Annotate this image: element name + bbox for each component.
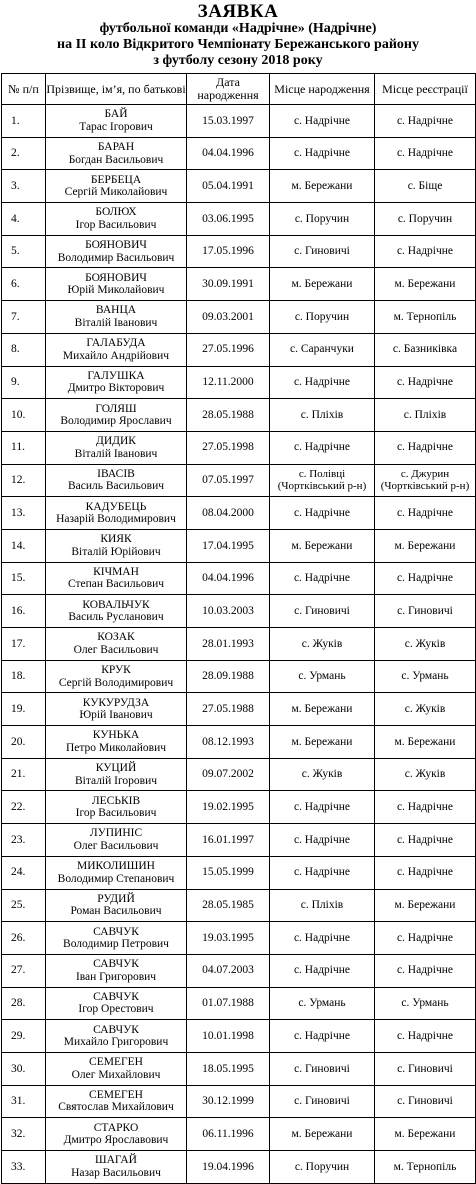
player-surname: ГАЛУШКА xyxy=(87,369,145,382)
registration-place: с. Надрічне xyxy=(375,791,476,824)
player-name xyxy=(46,170,187,203)
row-number: 15. xyxy=(2,562,46,595)
table-row xyxy=(2,791,476,824)
birthplace: с. Урмань xyxy=(270,987,375,1020)
birthplace: м. Бережани xyxy=(270,170,375,203)
row-number: 12. xyxy=(2,464,46,497)
birthplace: с. Поручин xyxy=(270,1151,375,1184)
player-surname: ГАЛАБУДА xyxy=(86,337,146,350)
player-name xyxy=(46,203,187,236)
player-surname: ШАГАЙ xyxy=(95,1154,137,1167)
player-surname: САВЧУК xyxy=(93,990,139,1003)
player-given-names: Роман Васильович xyxy=(70,905,162,918)
birth-date: 08.04.2000 xyxy=(187,497,270,530)
table-row xyxy=(2,1085,476,1118)
birthplace: м. Бережани xyxy=(270,726,375,759)
player-surname: КУЦИЙ xyxy=(95,762,137,775)
row-number: 29. xyxy=(2,1020,46,1053)
table-row xyxy=(2,628,476,661)
registration-place: с. Жуків xyxy=(375,758,476,791)
player-surname: БОЯНОВИЧ xyxy=(85,271,147,284)
table-row xyxy=(2,660,476,693)
registration-place: с. Надрічне xyxy=(375,1020,476,1053)
player-name xyxy=(46,529,187,562)
registration-place: м. Тернопіль xyxy=(375,301,476,334)
registration-place: м. Тернопіль xyxy=(375,1151,476,1184)
birthplace: с. Гиновичі xyxy=(270,1085,375,1118)
player-surname: КУКУРУДЗА xyxy=(82,696,150,709)
player-name xyxy=(46,758,187,791)
birth-date: 30.09.1991 xyxy=(187,268,270,301)
player-given-names: Василь Васильович xyxy=(67,480,165,493)
birth-date: 04.07.2003 xyxy=(187,954,270,987)
registration-place: с. Надрічне xyxy=(375,431,476,464)
birthplace: с. Гиновичі xyxy=(270,1052,375,1085)
player-given-names: Назарій Володимирович xyxy=(56,513,176,526)
table-row xyxy=(2,105,476,138)
row-number: 32. xyxy=(2,1118,46,1151)
table-body xyxy=(2,105,476,1184)
row-number: 16. xyxy=(2,595,46,628)
registration-place: с. Надрічне xyxy=(375,137,476,170)
player-name xyxy=(46,595,187,628)
row-number: 8. xyxy=(2,333,46,366)
registration-place: с. Надрічне xyxy=(375,954,476,987)
birthplace: с. Надрічне xyxy=(270,497,375,530)
player-surname: КОВАЛЬЧУК xyxy=(82,598,150,611)
birthplace: с. Поручин xyxy=(270,203,375,236)
registration-place: с. Надрічне xyxy=(375,497,476,530)
player-name xyxy=(46,987,187,1020)
player-given-names: Степан Васильович xyxy=(67,578,165,591)
player-given-names: Петро Миколайович xyxy=(65,741,167,754)
player-given-names: Юрій Миколайович xyxy=(67,284,165,297)
registration-place: с. Джурин (Чортківський р-н) xyxy=(375,464,476,497)
table-row xyxy=(2,431,476,464)
player-given-names: Володимир Петрович xyxy=(63,938,169,951)
registration-place: с. Жуків xyxy=(375,628,476,661)
birth-date: 28.01.1993 xyxy=(187,628,270,661)
player-name xyxy=(46,137,187,170)
birth-date: 28.05.1988 xyxy=(187,399,270,432)
row-number: 11. xyxy=(2,431,46,464)
player-given-names: Михайло Андрійович xyxy=(62,349,170,362)
player-given-names: Олег Васильович xyxy=(73,839,159,852)
table-row xyxy=(2,726,476,759)
table-row xyxy=(2,987,476,1020)
birth-date: 28.05.1985 xyxy=(187,889,270,922)
birth-date: 15.03.1997 xyxy=(187,105,270,138)
table-row xyxy=(2,399,476,432)
row-number: 13. xyxy=(2,497,46,530)
player-surname: КРУК xyxy=(101,664,131,677)
birthplace: с. Надрічне xyxy=(270,431,375,464)
player-name xyxy=(46,562,187,595)
registration-place: с. Надрічне xyxy=(375,105,476,138)
row-number: 17. xyxy=(2,628,46,661)
player-name xyxy=(46,497,187,530)
birth-date: 01.07.1988 xyxy=(187,987,270,1020)
birthplace: с. Поручин xyxy=(270,301,375,334)
table-row xyxy=(2,954,476,987)
col-header-dob: Дата народження xyxy=(187,74,270,105)
col-header-num: № п/п xyxy=(2,74,46,105)
roster-table xyxy=(1,73,476,1184)
player-surname: ДИДИК xyxy=(96,435,136,448)
registration-place: с. Надрічне xyxy=(375,856,476,889)
registration-place: с. Надрічне xyxy=(375,922,476,955)
registration-place: м. Бережани xyxy=(375,889,476,922)
player-given-names: Михайло Григорович xyxy=(63,1036,169,1049)
row-number: 14. xyxy=(2,529,46,562)
player-surname: ВАНЦА xyxy=(95,304,137,317)
registration-place: с. Гиновичі xyxy=(375,1052,476,1085)
player-name xyxy=(46,824,187,857)
document-header xyxy=(0,0,476,73)
table-row xyxy=(2,595,476,628)
player-name xyxy=(46,660,187,693)
birth-date: 17.05.1996 xyxy=(187,235,270,268)
table-row xyxy=(2,203,476,236)
player-surname: ГОЛЯШ xyxy=(95,402,137,415)
player-name xyxy=(46,726,187,759)
birth-date: 19.03.1995 xyxy=(187,922,270,955)
birth-date: 10.03.2003 xyxy=(187,595,270,628)
player-given-names: Володимир Ярославич xyxy=(60,415,172,428)
registration-place: с. Жуків xyxy=(375,693,476,726)
registration-place: м. Бережани xyxy=(375,268,476,301)
player-surname: ЛЕСЬКІВ xyxy=(91,794,141,807)
player-given-names: Володимир Степанович xyxy=(57,872,175,885)
birthplace: м. Бережани xyxy=(270,268,375,301)
birth-date: 09.07.2002 xyxy=(187,758,270,791)
table-row xyxy=(2,170,476,203)
player-given-names: Віталій Іванович xyxy=(74,447,158,460)
birthplace: с. Надрічне xyxy=(270,954,375,987)
birthplace: с. Урмань xyxy=(270,660,375,693)
player-surname: БАЙ xyxy=(104,108,128,121)
table-row xyxy=(2,366,476,399)
birthplace: м. Бережани xyxy=(270,529,375,562)
player-name xyxy=(46,301,187,334)
table-row xyxy=(2,333,476,366)
table-row xyxy=(2,1052,476,1085)
row-number: 22. xyxy=(2,791,46,824)
registration-place: с. Надрічне xyxy=(375,824,476,857)
birthplace: с. Надрічне xyxy=(270,791,375,824)
table-row xyxy=(2,562,476,595)
birth-date: 16.01.1997 xyxy=(187,824,270,857)
row-number: 23. xyxy=(2,824,46,857)
row-number: 24. xyxy=(2,856,46,889)
player-name xyxy=(46,399,187,432)
col-header-registration: Місце реєстрації xyxy=(375,74,476,105)
col-header-name: Прізвище, ім’я, по батькові xyxy=(46,74,187,105)
birth-date: 18.05.1995 xyxy=(187,1052,270,1085)
birthplace: с. Гиновичі xyxy=(270,235,375,268)
row-number: 30. xyxy=(2,1052,46,1085)
player-name xyxy=(46,954,187,987)
player-name xyxy=(46,922,187,955)
row-number: 10. xyxy=(2,399,46,432)
player-surname: БЕРБЕЦА xyxy=(90,173,142,186)
player-surname: РУДИЙ xyxy=(97,892,135,905)
table-row xyxy=(2,497,476,530)
player-surname: ЛУПИНІС xyxy=(89,827,143,840)
row-number: 3. xyxy=(2,170,46,203)
player-name xyxy=(46,791,187,824)
player-given-names: Олег Васильович xyxy=(73,643,159,656)
birth-date: 04.04.1996 xyxy=(187,562,270,595)
player-name xyxy=(46,889,187,922)
player-given-names: Ігор Орестович xyxy=(78,1003,154,1016)
player-name xyxy=(46,1151,187,1184)
player-surname: КІЧМАН xyxy=(93,565,139,578)
player-name xyxy=(46,1085,187,1118)
player-name xyxy=(46,1052,187,1085)
registration-place: с. Надрічне xyxy=(375,235,476,268)
birthplace: с. Жуків xyxy=(270,758,375,791)
player-given-names: Віталій Іванович xyxy=(74,316,158,329)
registration-place: с. Гиновичі xyxy=(375,1085,476,1118)
birthplace: с. Саранчуки xyxy=(270,333,375,366)
birth-date: 09.03.2001 xyxy=(187,301,270,334)
birth-date: 17.04.1995 xyxy=(187,529,270,562)
birth-date: 06.11.1996 xyxy=(187,1118,270,1151)
player-given-names: Тарас Ігорович xyxy=(79,120,153,133)
birth-date: 07.05.1997 xyxy=(187,464,270,497)
player-name xyxy=(46,1020,187,1053)
player-surname: СТАРКО xyxy=(93,1121,139,1134)
player-surname: КУНЬКА xyxy=(92,729,140,742)
table-row xyxy=(2,889,476,922)
player-surname: БАРАН xyxy=(97,141,135,154)
birthplace: с. Надрічне xyxy=(270,562,375,595)
birthplace: с. Надрічне xyxy=(270,1020,375,1053)
row-number: 28. xyxy=(2,987,46,1020)
registration-place: м. Бережани xyxy=(375,529,476,562)
table-row xyxy=(2,824,476,857)
player-given-names: Назар Васильович xyxy=(71,1166,161,1179)
player-name xyxy=(46,431,187,464)
player-name xyxy=(46,856,187,889)
registration-place: с. Пліхів xyxy=(375,399,476,432)
registration-place: с. Біще xyxy=(375,170,476,203)
player-name xyxy=(46,268,187,301)
player-surname: СЕМЕГЕН xyxy=(89,1056,143,1069)
birth-date: 03.06.1995 xyxy=(187,203,270,236)
player-given-names: Дмитро Вікторович xyxy=(67,382,165,395)
table-row xyxy=(2,1151,476,1184)
player-name xyxy=(46,333,187,366)
birthplace: с. Надрічне xyxy=(270,922,375,955)
player-name xyxy=(46,235,187,268)
table-row xyxy=(2,529,476,562)
birth-date: 27.05.1996 xyxy=(187,333,270,366)
birthplace: с. Полівці (Чортківський р-н) xyxy=(270,464,375,497)
player-given-names: Ігор Васильович xyxy=(75,218,157,231)
player-given-names: Святослав Михайлович xyxy=(58,1101,174,1114)
row-number: 27. xyxy=(2,954,46,987)
birthplace: м. Бережани xyxy=(270,693,375,726)
registration-place: с. Надрічне xyxy=(375,562,476,595)
birthplace: с. Надрічне xyxy=(270,366,375,399)
registration-place: м. Бережани xyxy=(375,1118,476,1151)
row-number: 20. xyxy=(2,726,46,759)
row-number: 2. xyxy=(2,137,46,170)
row-number: 1. xyxy=(2,105,46,138)
table-header-row xyxy=(2,74,476,105)
birthplace: с. Пліхів xyxy=(270,889,375,922)
birthplace: с. Пліхів xyxy=(270,399,375,432)
document-title: ЗАЯВКА xyxy=(197,1,279,22)
player-given-names: Сергій Володимирович xyxy=(58,676,174,689)
birthplace: с. Надрічне xyxy=(270,137,375,170)
birth-date: 12.11.2000 xyxy=(187,366,270,399)
row-number: 21. xyxy=(2,758,46,791)
table-row xyxy=(2,922,476,955)
birthplace: с. Надрічне xyxy=(270,824,375,857)
row-number: 31. xyxy=(2,1085,46,1118)
player-given-names: Ігор Васильович xyxy=(75,807,157,820)
registration-place: с. Урмань xyxy=(375,987,476,1020)
birth-date: 08.12.1993 xyxy=(187,726,270,759)
player-given-names: Богдан Васильович xyxy=(68,153,164,166)
row-number: 5. xyxy=(2,235,46,268)
row-number: 33. xyxy=(2,1151,46,1184)
table-row xyxy=(2,268,476,301)
row-number: 26. xyxy=(2,922,46,955)
player-given-names: Іван Григорович xyxy=(75,970,157,983)
table-row xyxy=(2,856,476,889)
table-row xyxy=(2,137,476,170)
table-row xyxy=(2,301,476,334)
row-number: 19. xyxy=(2,693,46,726)
birth-date: 19.04.1996 xyxy=(187,1151,270,1184)
player-given-names: Юрій Іванович xyxy=(79,709,153,722)
row-number: 9. xyxy=(2,366,46,399)
row-number: 4. xyxy=(2,203,46,236)
player-name xyxy=(46,105,187,138)
player-surname: КОЗАК xyxy=(97,631,135,644)
player-surname: КАДУБЕЦЬ xyxy=(85,500,147,513)
table-row xyxy=(2,758,476,791)
player-given-names: Сергій Миколайович xyxy=(64,186,168,199)
birth-date: 27.05.1988 xyxy=(187,693,270,726)
birthplace: с. Надрічне xyxy=(270,105,375,138)
row-number: 7. xyxy=(2,301,46,334)
birth-date: 28.09.1988 xyxy=(187,660,270,693)
player-given-names: Володимир Васильович xyxy=(57,251,175,264)
registration-place: м. Бережани xyxy=(375,726,476,759)
player-given-names: Василь Русланович xyxy=(68,611,164,624)
table-row xyxy=(2,235,476,268)
col-header-birthplace: Місце народження xyxy=(270,74,375,105)
player-surname: СЕМЕГЕН xyxy=(89,1088,143,1101)
row-number: 18. xyxy=(2,660,46,693)
registration-place: с. Поручин xyxy=(375,203,476,236)
team-line: футбольної команди «Надрічне» (Надрічне) xyxy=(99,21,377,36)
birthplace: м. Бережани xyxy=(270,1118,375,1151)
table-row xyxy=(2,1020,476,1053)
birthplace: с. Гиновичі xyxy=(270,595,375,628)
birth-date: 19.02.1995 xyxy=(187,791,270,824)
championship-line: на II коло Відкритого Чемпіонату Бережанського району xyxy=(57,37,419,52)
player-given-names: Дмитро Ярославович xyxy=(63,1134,169,1147)
birthplace: с. Жуків xyxy=(270,628,375,661)
player-name xyxy=(46,628,187,661)
player-surname: БОЯНОВИЧ xyxy=(85,239,147,252)
row-number: 6. xyxy=(2,268,46,301)
player-surname: САВЧУК xyxy=(93,958,139,971)
birth-date: 15.05.1999 xyxy=(187,856,270,889)
birth-date: 10.01.1998 xyxy=(187,1020,270,1053)
player-surname: КИЯК xyxy=(100,533,132,546)
birth-date: 30.12.1999 xyxy=(187,1085,270,1118)
player-surname: БОЛЮХ xyxy=(95,206,137,219)
birth-date: 27.05.1998 xyxy=(187,431,270,464)
table-row xyxy=(2,693,476,726)
row-number: 25. xyxy=(2,889,46,922)
player-surname: САВЧУК xyxy=(93,925,139,938)
season-line: з футболу сезону 2018 року xyxy=(153,53,323,68)
player-given-names: Олег Михайлович xyxy=(71,1068,161,1081)
player-name xyxy=(46,693,187,726)
birth-date: 04.04.1996 xyxy=(187,137,270,170)
registration-place: с. Урмань xyxy=(375,660,476,693)
player-given-names: Віталій Юрійович xyxy=(71,545,161,558)
registration-place: с. Базниківка xyxy=(375,333,476,366)
player-surname: МИКОЛИШИН xyxy=(77,860,155,873)
table-row xyxy=(2,464,476,497)
player-surname: ІВАСІВ xyxy=(97,467,135,480)
player-given-names: Віталій Ігорович xyxy=(74,774,158,787)
registration-place: с. Надрічне xyxy=(375,366,476,399)
birth-date: 05.04.1991 xyxy=(187,170,270,203)
player-name xyxy=(46,464,187,497)
player-surname: САВЧУК xyxy=(93,1023,139,1036)
registration-place: с. Гиновичі xyxy=(375,595,476,628)
player-name xyxy=(46,366,187,399)
birthplace: с. Надрічне xyxy=(270,856,375,889)
